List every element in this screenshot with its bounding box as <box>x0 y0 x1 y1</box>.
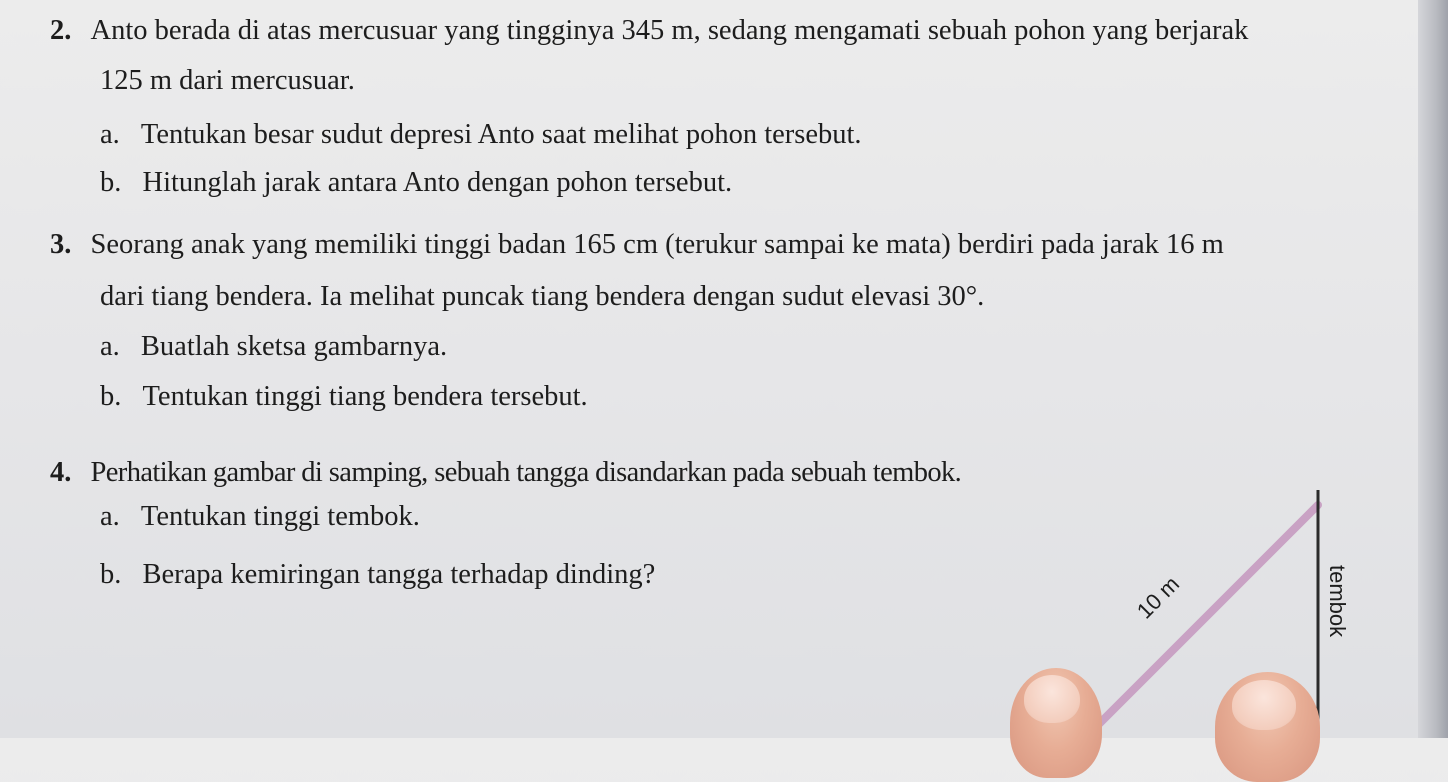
q4-number: 4. <box>50 457 72 488</box>
q3-b-text: Tentukan tinggi tiang bendera tersebut. <box>142 381 588 412</box>
q2-a-label: a. <box>100 119 120 150</box>
q2-b-text: Hitunglah jarak antara Anto dengan pohon tersebut. <box>142 167 733 198</box>
fingernail-right <box>1232 680 1296 730</box>
q3-text-line1: Seorang anak yang memiliki tinggi badan 165 cm (terukur sampai ke mata) berdiri pada jarak 16 m <box>90 229 1224 260</box>
q3-number: 3. <box>50 229 72 260</box>
page-edge-shadow <box>1418 0 1448 738</box>
q4-b-label: b. <box>100 559 122 590</box>
fingernail-left <box>1024 675 1080 723</box>
wall-label: tembok <box>1325 565 1350 638</box>
q2-number: 2. <box>50 15 72 46</box>
q4-a-label: a. <box>100 501 120 532</box>
q3-text-line2: dari tiang bendera. Ia melihat puncak tiang bendera dengan sudut elevasi 30°. <box>100 281 985 312</box>
q2-text-line1: Anto berada di atas mercusuar yang tingginya 345 m, sedang mengamati sebuah pohon yang berjarak <box>90 15 1249 46</box>
q2-b-label: b. <box>100 167 122 198</box>
q3-b-label: b. <box>100 381 122 412</box>
q3-a-label: a. <box>100 331 120 362</box>
q2-text-line2: 125 m dari mercusuar. <box>100 65 355 96</box>
q4-b-text: Berapa kemiringan tangga terhadap dinding? <box>142 559 656 590</box>
q2-a-text: Tentukan besar sudut depresi Anto saat melihat pohon tersebut. <box>140 119 862 150</box>
q4-text-line1: Perhatikan gambar di samping, sebuah tangga disandarkan pada sebuah tembok. <box>90 457 962 488</box>
q4-a-text: Tentukan tinggi tembok. <box>140 501 420 532</box>
ladder-length-label: 10 m <box>1131 571 1185 624</box>
q3-a-text: Buatlah sketsa gambarnya. <box>140 331 448 362</box>
